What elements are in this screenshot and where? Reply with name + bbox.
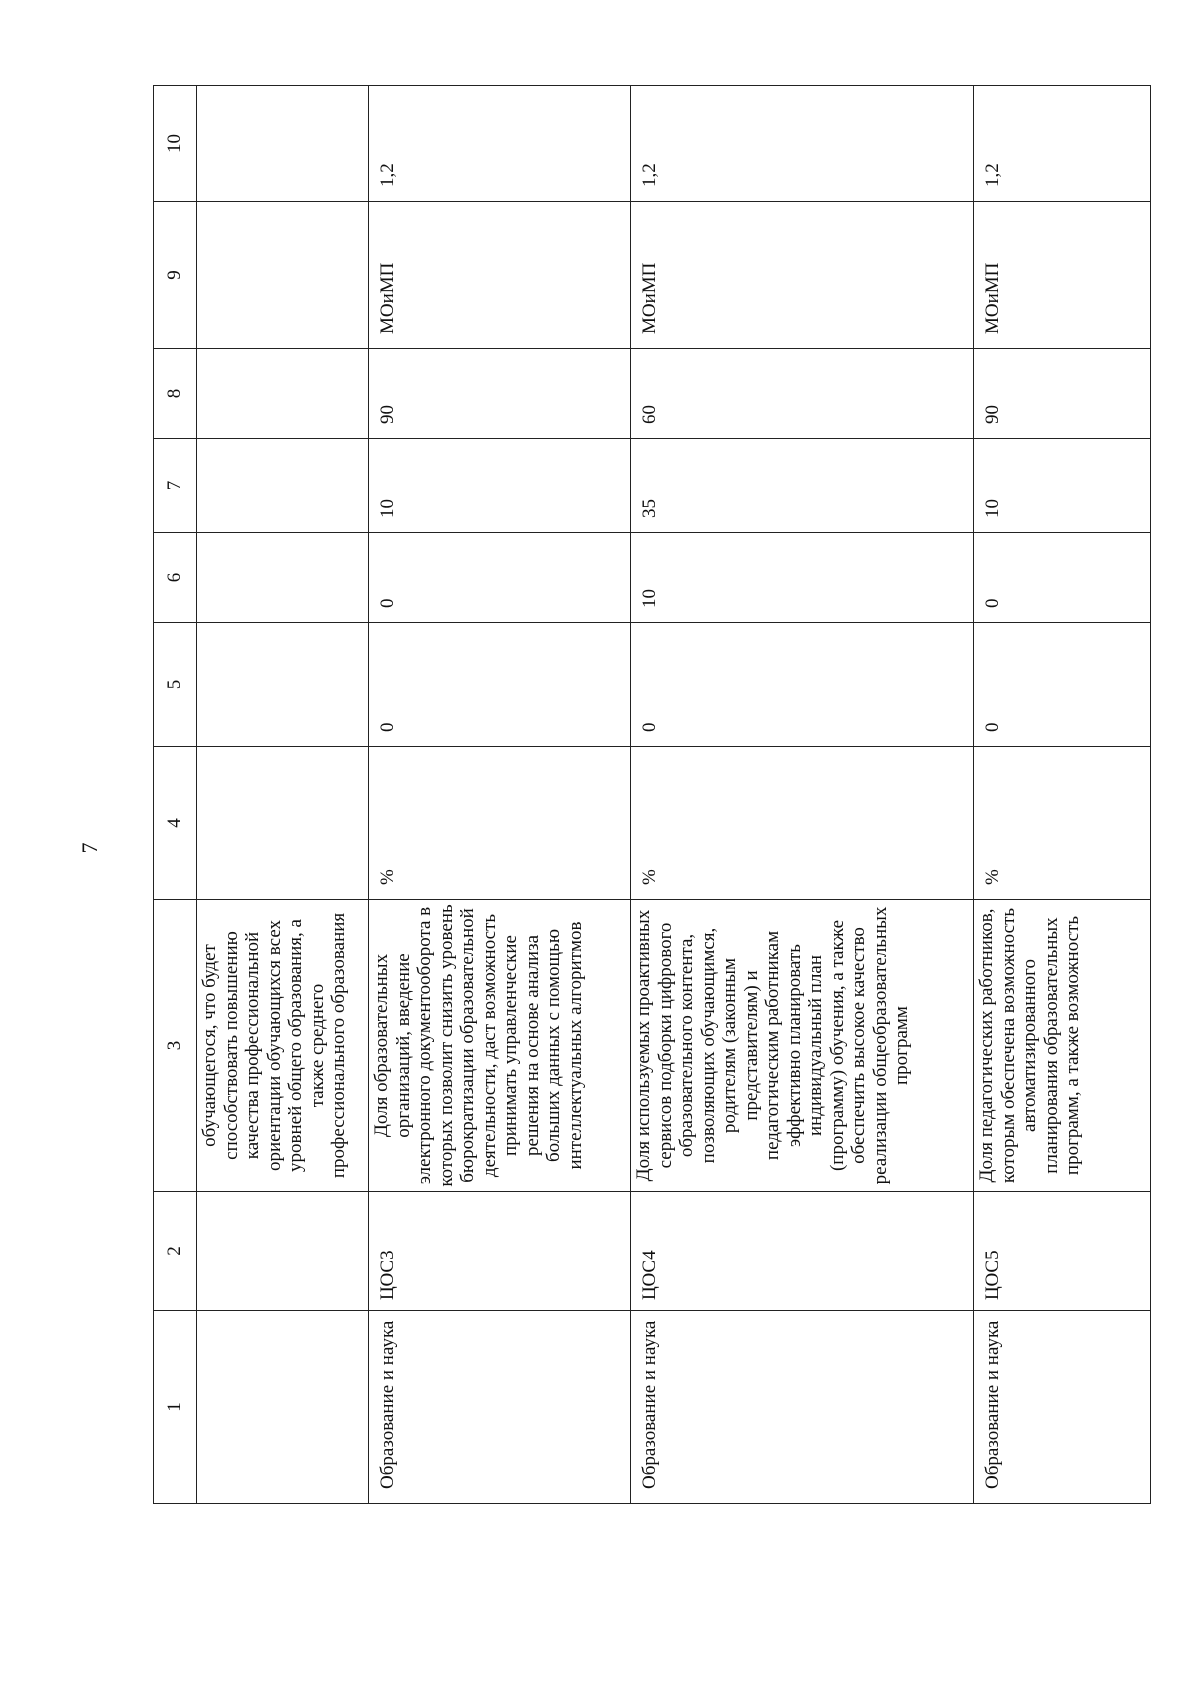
value-cell: 0 (631, 623, 974, 747)
responsible-cell (197, 202, 369, 349)
unit-cell: % (631, 747, 974, 900)
unit-cell (197, 747, 369, 900)
header-cell: 1 (154, 1311, 197, 1504)
responsible-cell: МОиМП (369, 202, 631, 349)
table-row (974, 86, 1151, 1504)
value-cell: 1,2 (974, 86, 1151, 202)
header-cell: 4 (154, 747, 197, 900)
header-cell: 5 (154, 623, 197, 747)
responsible-cell: МОиМП (974, 202, 1151, 349)
header-cell: 2 (154, 1192, 197, 1311)
value-cell: 90 (974, 349, 1151, 439)
value-cell: 35 (631, 439, 974, 533)
value-cell: 0 (369, 623, 631, 747)
value-cell: 0 (974, 533, 1151, 623)
value-cell: 10 (631, 533, 974, 623)
header-cell: 7 (154, 439, 197, 533)
value-cell (197, 349, 369, 439)
unit-cell: % (974, 747, 1151, 900)
sector-cell (197, 1311, 369, 1504)
value-cell (197, 439, 369, 533)
description-cell: обучающегося, что будет способствовать повышению качества профессиональной ориентации обучающихся всех уровней общего образования, а также среднего профессионального образования (197, 900, 369, 1192)
responsible-cell: МОиМП (631, 202, 974, 349)
value-cell (197, 86, 369, 202)
table-row (631, 86, 974, 1504)
code-cell (197, 1192, 369, 1311)
sector-cell: Образование и наука (631, 1311, 974, 1504)
indicator-grid (153, 85, 1151, 1504)
header-cell: 10 (154, 86, 197, 202)
page-number: 7 (77, 842, 102, 854)
value-cell: 0 (974, 623, 1151, 747)
header-row (154, 86, 197, 1504)
header-cell: 9 (154, 202, 197, 349)
value-cell: 0 (369, 533, 631, 623)
indicator-table (153, 86, 1150, 1504)
code-cell: ЦОС4 (631, 1192, 974, 1311)
value-cell: 1,2 (369, 86, 631, 202)
header-cell: 8 (154, 349, 197, 439)
value-cell (197, 533, 369, 623)
description-cell: Доля образовательных организаций, введение электронного документооборота в которых позволит снизить уровень бюрократизации образовательной деятельности, даст возможность принимать управленческие решения на основе анализа больших данных с помощью интеллектуальных алгоритмов (369, 900, 631, 1192)
table-row (369, 86, 631, 1504)
header-cell: 3 (154, 900, 197, 1192)
unit-cell: % (369, 747, 631, 900)
code-cell: ЦОС5 (974, 1192, 1151, 1311)
value-cell: 10 (369, 439, 631, 533)
description-cell: Доля используемых проактивных сервисов подборки цифрового образовательного контента, позволяющих обучающимся, родителям (законным представителям) и педагогическим работникам эффективно планировать индивидуальный план (программу) обучения, а также обеспечить высокое качество реализации общеобразовательных программ (631, 900, 974, 1192)
value-cell: 60 (631, 349, 974, 439)
sector-cell: Образование и наука (369, 1311, 631, 1504)
value-cell: 10 (974, 439, 1151, 533)
value-cell (197, 623, 369, 747)
sector-cell: Образование и наука (974, 1311, 1151, 1504)
description-cell: Доля педагогических работников, которым обеспечена возможность автоматизированного планирования образовательных программ, а также возможность (974, 900, 1151, 1192)
table-row (197, 86, 369, 1504)
code-cell: ЦОС3 (369, 1192, 631, 1311)
value-cell: 1,2 (631, 86, 974, 202)
header-cell: 6 (154, 533, 197, 623)
value-cell: 90 (369, 349, 631, 439)
